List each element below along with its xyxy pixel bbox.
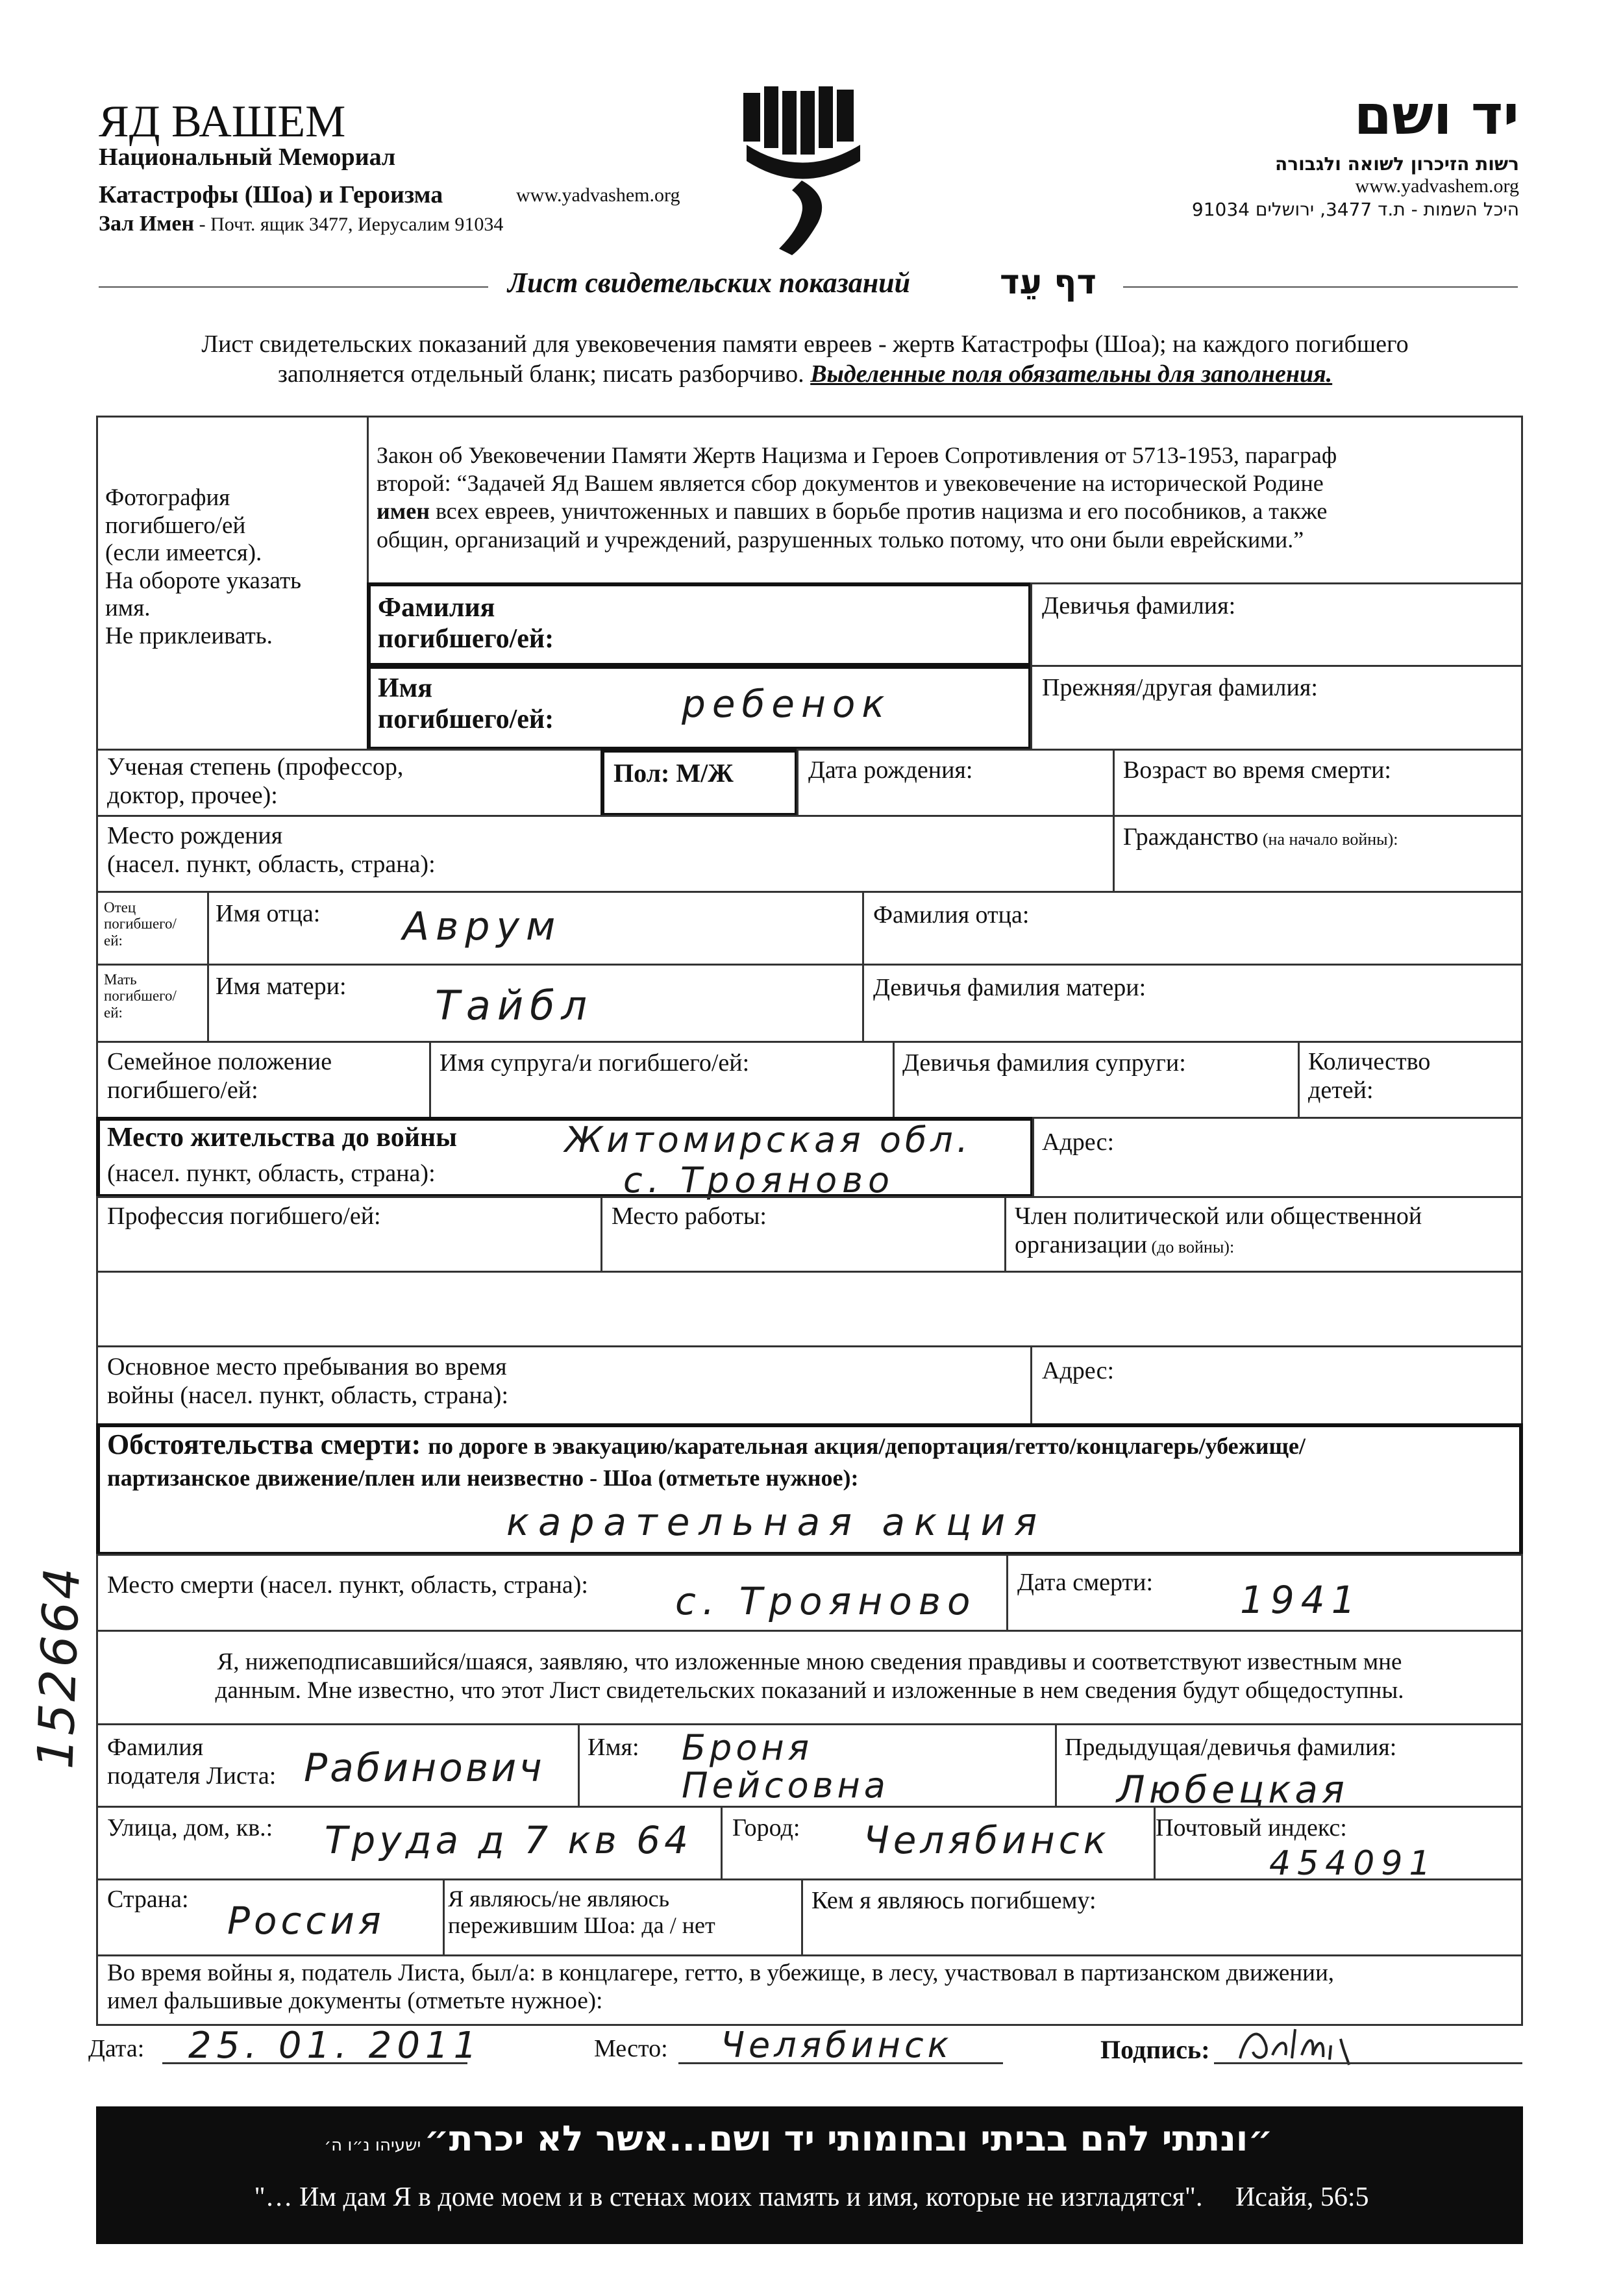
submitter-name-value2: Пейсовна — [682, 1765, 889, 1806]
wartime-address-label: Адрес: — [1042, 1357, 1115, 1384]
zip-label: Почтовый индекс: — [1156, 1814, 1347, 1841]
profession-label: Профессия погибшего/ей: — [107, 1203, 381, 1230]
quote-hebrew-text: ״ונתתי להם בביתי ובחומותי יד ושם...אשר לא יכרת״ — [424, 2118, 1273, 2159]
death-circumstances-label: Обстоятельства смерти: по дороге в эвакуацию/карательная акция/депортация/гетто/концлагерь/убежище/ — [107, 1429, 1306, 1460]
father-name-label: Имя отца: — [216, 900, 321, 927]
spouse-name-label: Имя супруга/и погибшего/ей: — [440, 1049, 750, 1077]
date-line — [162, 2062, 467, 2064]
marital-status-label: Семейное положение погибшего/ей: — [107, 1048, 332, 1104]
death-place-value: с. Трояново — [675, 1579, 977, 1623]
place-label: Место: — [594, 2035, 668, 2062]
father-name-value: Аврум — [402, 904, 562, 949]
residence-label: Место жительства до войны — [107, 1123, 457, 1153]
death-circumstances-options: партизанское движение/плен или неизвестно - Шоа (отметьте нужное): — [107, 1465, 859, 1491]
spouse-maiden-label: Девичья фамилия супруги: — [902, 1049, 1186, 1077]
death-date-label: Дата смерти: — [1017, 1569, 1154, 1596]
intro-line1: Лист свидетельских показаний для увековечения памяти евреев - жертв Катастрофы (Шоа); на каждого погибшего — [201, 331, 1409, 358]
organization-member-label: Член политической или общественной организации (до войны): — [1015, 1203, 1422, 1258]
signature-line — [1214, 2062, 1522, 2064]
signature-label: Подпись: — [1100, 2035, 1210, 2064]
blank-row[interactable] — [96, 1271, 1523, 1347]
zip-value: 454091 — [1269, 1844, 1437, 1883]
postal-address: - Почт. ящик 3477, Иерусалим 91034 — [194, 214, 504, 235]
mother-name-label: Имя матери: — [216, 973, 347, 1000]
birthdate-label: Дата рождения: — [808, 756, 973, 784]
submitter-war-label: Во время войны я, податель Листа, был/а: в концлагере, гетто, в убежище, в лесу, участвовал в партизанском движении, имел фальшивые документы (отметьте нужное): — [107, 1960, 1334, 2014]
submitter-name-label: Имя: — [588, 1734, 639, 1761]
declaration-text: Я, нижеподписавшийся/шаяся, заявляю, что изложенные мною сведения правдивы и соответствуют известным мне данным. Мне известно, что этот Лист свидетельских показаний и изложенные в нем сведения будут общедоступны. — [215, 1649, 1404, 1704]
org-title-he: יד ושם — [1354, 83, 1519, 147]
form-title-he: דף עֵד — [1000, 263, 1096, 302]
quote-russian — [104, 2182, 1519, 2213]
children-count-label: Количество детей: — [1308, 1048, 1431, 1104]
law-text: Закон об Увековечении Памяти Жертв Нацизма и Героев Сопротивления от 5713-1953, параграф второй: “Задачей Яд Вашем является сбор документов и увековечение на исторической Родине имен всех евреев, уничтоженных и павших в борьбе против нацизма и его пособников, а также общин, организаций и учреждений, разрушенных только потому, что они были еврейскими.” — [377, 442, 1337, 553]
menorah-logo-icon — [740, 83, 870, 258]
quote-hebrew-ref: ישעיהו נ״ו ה׳ — [324, 2136, 421, 2155]
street-value: Труда д 7 кв 64 — [325, 1818, 692, 1862]
death-circumstances-value: карательная акция — [506, 1500, 1046, 1544]
org-address-ru — [99, 212, 503, 236]
quote-russian-ref: Исайя, 56:5 — [1235, 2182, 1369, 2212]
birthplace-label: Место рождения (насел. пункт, область, страна): — [107, 822, 436, 878]
victim-surname-label: Фамилия погибшего/ей: — [378, 593, 554, 655]
citizenship-label: Гражданство (на начало войны): — [1123, 823, 1398, 851]
submitter-surname-value: Рабинович — [304, 1745, 545, 1791]
org-address-he: היכל השמות - ת.ד 3477, ירושלים 91034 — [1191, 199, 1519, 220]
intro-line2-text: заполняется отдельный бланк; писать разборчиво. — [277, 360, 811, 388]
quote-hebrew — [104, 2118, 1493, 2159]
death-date-value: 1941 — [1240, 1578, 1362, 1622]
residence-sublabel: (насел. пункт, область, страна): — [107, 1160, 436, 1187]
place-line — [678, 2062, 1003, 2064]
org-title-ru: ЯД ВАШЕМ — [99, 97, 346, 147]
form-title: Лист свидетельских показаний — [508, 267, 911, 299]
residence-value-line2: с. Трояново — [623, 1160, 895, 1201]
submitter-surname-label: Фамилия подателя Листа: — [107, 1734, 277, 1790]
degree-label: Ученая степень (профессор, доктор, прочее): — [107, 753, 404, 809]
city-label: Город: — [732, 1814, 800, 1841]
intro-line2 — [99, 360, 1511, 390]
father-side-label: Отец погибшего/ ей: — [104, 899, 177, 949]
org-line2-ru: Катастрофы (Шоа) и Героизма — [99, 181, 443, 208]
date-label: Дата: — [88, 2035, 145, 2062]
wartime-place-label: Основное место пребывания во время войны (насел. пункт, область, страна): — [107, 1353, 509, 1409]
place-value: Челябинск — [721, 2025, 953, 2065]
relation-label: Кем я являюсь погибшему: — [811, 1887, 1096, 1914]
age-at-death-label: Возраст во время смерти: — [1123, 756, 1391, 784]
victim-name-value: ребенок — [682, 682, 891, 726]
margin-record-number: 152664 — [26, 1564, 92, 1770]
country-value: Россия — [227, 1899, 385, 1943]
street-label: Улица, дом, кв.: — [107, 1814, 273, 1841]
org-line1-he: רשות הזיכרון לשואה ולגבורה — [1275, 153, 1519, 175]
city-value: Челябинск — [863, 1818, 1110, 1862]
survivor-label: Я являюсь/не являюсь пережившим Шоа: да / нет — [448, 1886, 715, 1939]
quote-russian-text: "… Им дам Я в доме моем и в стенах моих память и имя, которые не изгладятся". — [254, 2182, 1203, 2212]
country-label: Страна: — [107, 1886, 189, 1913]
submitter-prev-surname-label: Предыдущая/девичья фамилия: — [1065, 1734, 1397, 1761]
intro-text — [99, 330, 1511, 389]
victim-name-label: Имя погибшего/ей: — [378, 673, 554, 735]
mother-name-value: Тайбл — [435, 982, 594, 1029]
previous-surname-label: Прежняя/другая фамилия: — [1042, 674, 1318, 701]
maiden-name-label: Девичья фамилия: — [1042, 592, 1236, 619]
mother-maiden-label: Девичья фамилия матери: — [873, 974, 1146, 1001]
submitter-name-value1: Броня — [682, 1727, 813, 1768]
father-surname-label: Фамилия отца: — [873, 901, 1030, 929]
workplace-label: Место работы: — [612, 1203, 767, 1230]
org-line1-ru: Национальный Мемориал — [99, 144, 396, 171]
photo-instructions: Фотография погибшего/ей (если имеется). На обороте указать имя. Не приклеивать. — [105, 484, 302, 649]
date-value: 25. 01. 2011 — [188, 2025, 482, 2067]
required-note: Выделенные поля обязательны для заполнения. — [810, 360, 1333, 388]
submitter-prev-surname-value: Любецкая — [1117, 1767, 1348, 1812]
residence-value-line1: Житомирская обл. — [565, 1119, 972, 1160]
sex-label: Пол: М/Ж — [613, 758, 734, 788]
mother-side-label: Мать погибшего/ ей: — [104, 971, 177, 1021]
hall-of-names: Зал Имен — [99, 212, 195, 236]
org-website-right: www.yadvashem.org — [1355, 175, 1519, 197]
org-website-left: www.yadvashem.org — [516, 184, 680, 206]
residence-address-label: Адрес: — [1042, 1129, 1115, 1156]
death-place-label: Место смерти (насел. пункт, область, страна): — [107, 1571, 588, 1599]
